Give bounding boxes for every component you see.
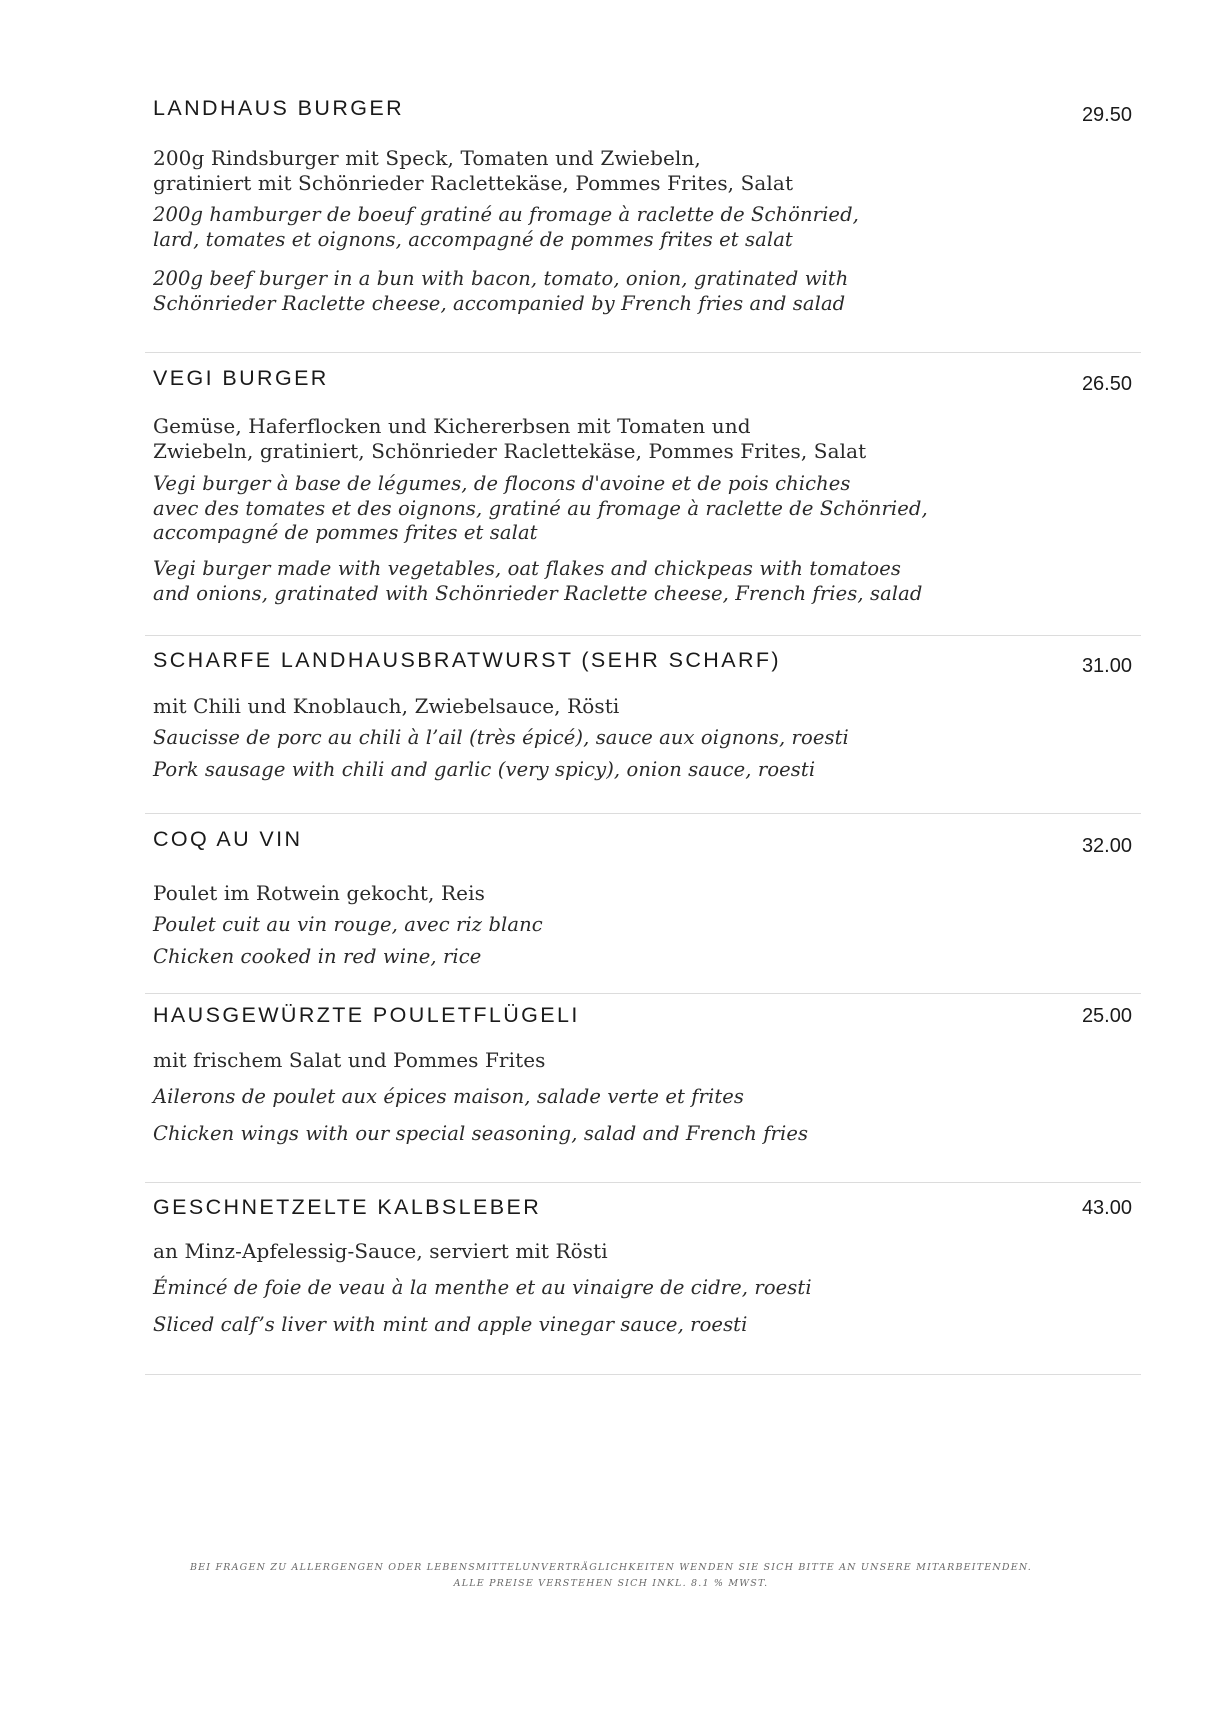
description-french: Saucisse de porc au chili à l’ail (très épicé), sauce aux oignons, roesti [153,726,849,749]
menu-item-landhaus-burger [145,96,1141,353]
menu-item-hausgewuerzte-pouletfluegeli [145,1003,1141,1183]
description-english: Pork sausage with chili and garlic (very spicy), onion sauce, roesti [153,758,816,781]
dish-price: 29.50 [1081,104,1132,126]
dish-price: 26.50 [1081,373,1132,395]
description-german: Poulet im Rotwein gekocht, Reis [153,881,485,905]
dish-title: COQ AU VIN [153,827,303,851]
menu-item-scharfe-landhausbratwurst [145,648,1141,814]
description-english: Sliced calf’s liver with mint and apple vinegar sauce, roesti [153,1313,748,1336]
description-english: Vegi burger made with vegetables, oat flakes and chickpeas with tomatoes and onions, gratinated with Schönrieder Raclette cheese, French fries, salad [153,557,923,605]
description-english: Chicken wings with our special seasoning, salad and French fries [153,1122,809,1145]
description-french: Poulet cuit au vin rouge, avec riz blanc [153,913,543,936]
description-german: Gemüse, Haferflocken und Kichererbsen mit Tomaten und Zwiebeln, gratiniert, Schönrieder Raclettekäse, Pommes Frites, Salat [153,414,867,463]
vat-notice: ALLE PREISE VERSTEHEN SICH INKL. 8.1 % MWST. [453,1578,769,1589]
description-german: mit Chili und Knoblauch, Zwiebelsauce, Rösti [153,694,620,718]
dish-price: 31.00 [1081,655,1132,677]
description-english: 200g beef burger in a bun with bacon, tomato, onion, gratinated with Schönrieder Raclette cheese, accompanied by French fries and salad [153,267,849,315]
dish-title: HAUSGEWÜRZTE POULETFLÜGELI [153,1003,580,1027]
dish-title: SCHARFE LANDHAUSBRATWURST (SEHR SCHARF) [153,648,781,672]
description-english: Chicken cooked in red wine, rice [153,945,482,968]
dish-price: 32.00 [1081,835,1132,857]
dish-price: 25.00 [1081,1005,1132,1027]
dish-title: LANDHAUS BURGER [153,96,405,120]
dish-title: GESCHNETZELTE KALBSLEBER [153,1195,542,1219]
dish-price: 43.00 [1081,1197,1132,1219]
allergen-notice: BEI FRAGEN ZU ALLERGENGEN ODER LEBENSMITTELUNVERTRÄGLICHKEITEN WENDEN SIE SICH BITTE AN UNSERE MITARBEITENDEN. [189,1562,1032,1573]
description-french: Vegi burger à base de légumes, de flocons d'avoine et de pois chiches avec des tomates et des oignons, gratiné au fromage à raclette de Schönried, accompagné de pommes frites et salat [153,472,928,544]
description-german: mit frischem Salat und Pommes Frites [153,1048,546,1072]
description-french: 200g hamburger de boeuf gratiné au fromage à raclette de Schönried, lard, tomates et oignons, accompagné de pommes frites et salat [153,203,859,251]
description-french: Ailerons de poulet aux épices maison, salade verte et frites [153,1085,744,1108]
menu-item-geschnetzelte-kalbsleber [145,1195,1141,1375]
menu-item-vegi-burger [145,366,1141,636]
description-german: an Minz-Apfelessig-Sauce, serviert mit Rösti [153,1239,608,1263]
dish-title: VEGI BURGER [153,366,329,390]
menu-item-coq-au-vin [145,827,1141,994]
description-german: 200g Rindsburger mit Speck, Tomaten und Zwiebeln, gratiniert mit Schönrieder Raclettekäse, Pommes Frites, Salat [153,146,794,195]
description-french: Émincé de foie de veau à la menthe et au vinaigre de cidre, roesti [153,1276,812,1299]
